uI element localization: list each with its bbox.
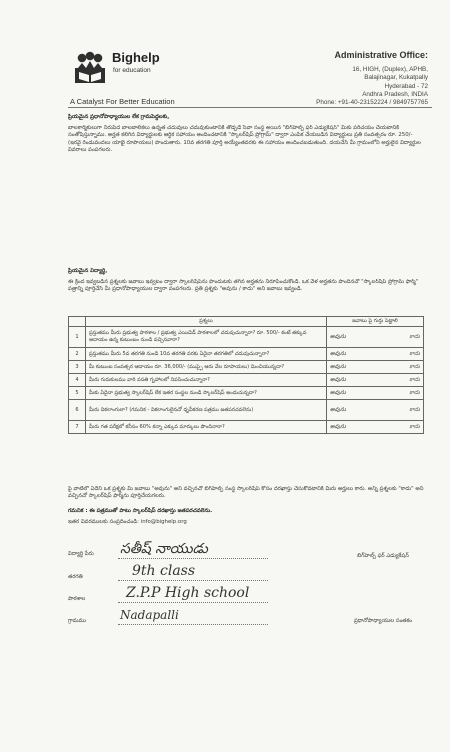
closing-paragraph: పై వాటిలో ఏదేని ఒక ప్రశ్నకు మీ జవాబు "అవును" అని వచ్చినచో బిగ్‌హెల్ప్ సంస్థ స్కాలర్‌షిప్ కోసం దరఖాస్తు చేసుకోవటానికి మీరు అర్హులు కారు. అన్ని ప్రశ్నలకు "కాదు" అని వచ్చినచో స్కాలర్‌షిప్ ఫార్మ్‌ను పూర్తిచేయగలరు. bbox=[68, 486, 424, 500]
answer-yes: అవును bbox=[330, 351, 346, 357]
row-number: 1 bbox=[69, 327, 86, 348]
header-answer: జవాబు పై గుర్తు పెట్టాలి bbox=[327, 317, 424, 327]
row-question: మీరు గురుకులము వారి వసతి గృహాలలో నివసించుచున్నారా? bbox=[86, 374, 327, 387]
village-value[interactable]: Nadapalli bbox=[120, 608, 179, 622]
answer-no: కాదు bbox=[409, 407, 420, 413]
address-line: 16, HIGH, (Duplex), APHB, bbox=[352, 66, 428, 73]
answer-yes: అవును bbox=[330, 390, 346, 396]
answer-no: కాదు bbox=[409, 390, 420, 396]
row-question: మీరు వికలాంగులా? (గమనిక - వికలాంగులైనచో ధృవీకరణ పత్రము జతపరచవలెను) bbox=[86, 400, 327, 421]
name-value[interactable]: సతీష్ నాయుడు bbox=[120, 541, 208, 557]
answer-yes: అవును bbox=[330, 334, 346, 340]
class-underline bbox=[118, 580, 268, 581]
class-label: తరగతి bbox=[68, 574, 83, 580]
row-answer[interactable] bbox=[327, 361, 424, 374]
answer-yes: అవును bbox=[330, 377, 346, 383]
row-number: 6 bbox=[69, 400, 86, 421]
header-number bbox=[69, 317, 86, 327]
village-label: గ్రామము bbox=[68, 618, 87, 624]
answer-yes: అవును bbox=[330, 364, 346, 370]
instructions-paragraph: ఈ క్రింద ఇవ్వబడిన ప్రశ్నలకు జవాబు ఇవ్వటం ద్వారా స్కాలర్‌షిప్‌ను పొందుటకు తగిన అర్హతను నిరూపించుకోండి. ఒక వేళ అర్హతను పొందినచో "స్కాలర్‌షిప్ ప్రోగ్రామ్ ఫార్మ్" పత్రాన్ని పూర్తిచేసి మీ ప్రధానోపాధ్యాయుల ద్వారా పంపగలరు. ప్రతి ప్రశ్నకు "అవును / కాదు" అని జవాబు ఇవ్వండి. bbox=[68, 279, 419, 293]
table-header-row bbox=[69, 317, 424, 327]
row-question: మీ కుటుంబ సంవత్సర ఆదాయం రూ. 36,000/- (ముప్పై ఆరు వేల రూపాయలు) మించియున్నదా? bbox=[86, 361, 327, 374]
name-label: విద్యార్థి పేరు bbox=[68, 551, 94, 557]
village-underline bbox=[118, 624, 268, 625]
class-value[interactable]: 9th class bbox=[132, 563, 196, 579]
answer-no: కాదు bbox=[409, 377, 420, 383]
address-line: Andhra Pradesh, INDIA bbox=[362, 90, 428, 98]
table-row bbox=[69, 421, 424, 434]
table-row bbox=[69, 361, 424, 374]
answer-no: కాదు bbox=[409, 334, 420, 340]
row-answer[interactable] bbox=[327, 421, 424, 434]
salutation: ప్రియమైన ప్రధానోపాధ్యాయుల లేక గ్రామపెద్దలకు, bbox=[68, 114, 170, 120]
office-address bbox=[316, 66, 428, 107]
row-number: 7 bbox=[69, 421, 86, 434]
row-answer[interactable] bbox=[327, 387, 424, 400]
row-question: మీరు గత పరీక్షలో కనీసం 60% కన్నా ఎక్కువ మార్కులు పొందినారా? bbox=[86, 421, 327, 434]
bighelp-logo-icon bbox=[70, 48, 110, 88]
table-row bbox=[69, 387, 424, 400]
row-question: ప్రస్తుతము మీరు 5వ తరగతి నుండి 10వ తరగతి వరకు ఏదైనా తరగతిలో చదువుచున్నారా? bbox=[86, 348, 327, 361]
header-divider bbox=[68, 107, 432, 108]
table-row bbox=[69, 327, 424, 348]
intro-paragraph: బాలకార్మికులుగా నిరుపేద బాలబాలికలు ఉన్నత చదువులు చదువుకుంటానికి తోడ్పడే సేవా సంస్థ అయిన "బిగ్‌హెల్ప్ ఫర్ ఎడ్యుకేషన్" మీకు పరిచయం చేయటానికి సంతోషిస్తున్నాము. అర్హత కలిగిన విద్యార్థులకు ఆర్థిక సహాయం అందించటానికి "స్కాలర్‌షిప్ ప్రోగ్రామ్" ద్వారా ఎంపిక చేయబడిన విద్యార్థులు ప్రతి సంవత్సరం రూ. 250/- (ఇరవై రెండువందలు యాభై రూపాయలు) పొందుతారు. 10వ తరగతి పూర్తి అయ్యేంతవరకు ఈ సహాయం అందించబడుతుంది. దయచేసి మీ గ్రామంలోని అర్హులైన విద్యార్థుల వివరాలు పంపగలరు. bbox=[68, 125, 421, 154]
row-question: మీకు ఏదైనా ప్రభుత్వ స్కాలర్‌షిప్ లేక ఇతర సంస్థల నుండి స్కాలర్‌షిప్ అందుచున్నదా? bbox=[86, 387, 327, 400]
address-line: Balajinagar, Kukatpally bbox=[364, 74, 428, 82]
eligibility-table bbox=[68, 316, 424, 434]
address-line: Hyderabad - 72 bbox=[384, 82, 428, 90]
header-question: ప్రశ్నలు bbox=[86, 317, 327, 327]
answer-no: కాదు bbox=[409, 424, 420, 430]
row-number: 4 bbox=[69, 374, 86, 387]
students-heading: ప్రియమైన విద్యార్థి, bbox=[68, 268, 108, 274]
table-row bbox=[69, 374, 424, 387]
answer-yes: అవును bbox=[330, 407, 346, 413]
row-answer[interactable] bbox=[327, 374, 424, 387]
answer-no: కాదు bbox=[409, 351, 420, 357]
brand-subtitle: for education bbox=[113, 67, 151, 74]
row-question: ప్రస్తుతము మీరు ప్రభుత్వ పాఠశాల / ప్రభుత్వ ఎయిడెడ్ పాఠశాలలో చదువుచున్నారా? రూ. 500/- కంటే తక్కువ ఆదాయం ఉన్న కుటుంబం నుండి వచ్చినవారా? bbox=[86, 327, 327, 348]
contact-line: ఇతర వివరములకు సంప్రదించండి: info@bighelp.org bbox=[68, 519, 187, 525]
table-row bbox=[69, 400, 424, 421]
row-number: 5 bbox=[69, 387, 86, 400]
row-answer[interactable] bbox=[327, 327, 424, 348]
phone-line: Phone: +91-40-23152224 / 9849757765 bbox=[316, 99, 428, 107]
brand-name: Bighelp bbox=[112, 50, 160, 65]
row-answer[interactable] bbox=[327, 400, 424, 421]
note-line: గమనిక : ఈ పత్రముతో పాటు స్కాలర్‌షిప్ దరఖాస్తు జతపరచవలెను. bbox=[68, 508, 213, 514]
tagline: A Catalyst For Better Education bbox=[70, 97, 175, 106]
name-underline bbox=[118, 558, 268, 559]
row-answer[interactable] bbox=[327, 348, 424, 361]
answer-no: కాదు bbox=[409, 364, 420, 370]
signature-sublabel: ప్రధానోపాధ్యాయుల సంతకం bbox=[353, 618, 413, 624]
row-number: 3 bbox=[69, 361, 86, 374]
office-title: Administrative Office: bbox=[334, 50, 428, 60]
school-underline bbox=[118, 602, 268, 603]
answer-yes: అవును bbox=[330, 424, 346, 430]
school-value[interactable]: Z.P.P High school bbox=[126, 585, 250, 601]
row-number: 2 bbox=[69, 348, 86, 361]
signature-label: బిగ్‌హెల్ప్ ఫర్ ఎడ్యుకేషన్ bbox=[357, 553, 409, 559]
table-row bbox=[69, 348, 424, 361]
school-label: పాఠశాల bbox=[68, 596, 86, 602]
